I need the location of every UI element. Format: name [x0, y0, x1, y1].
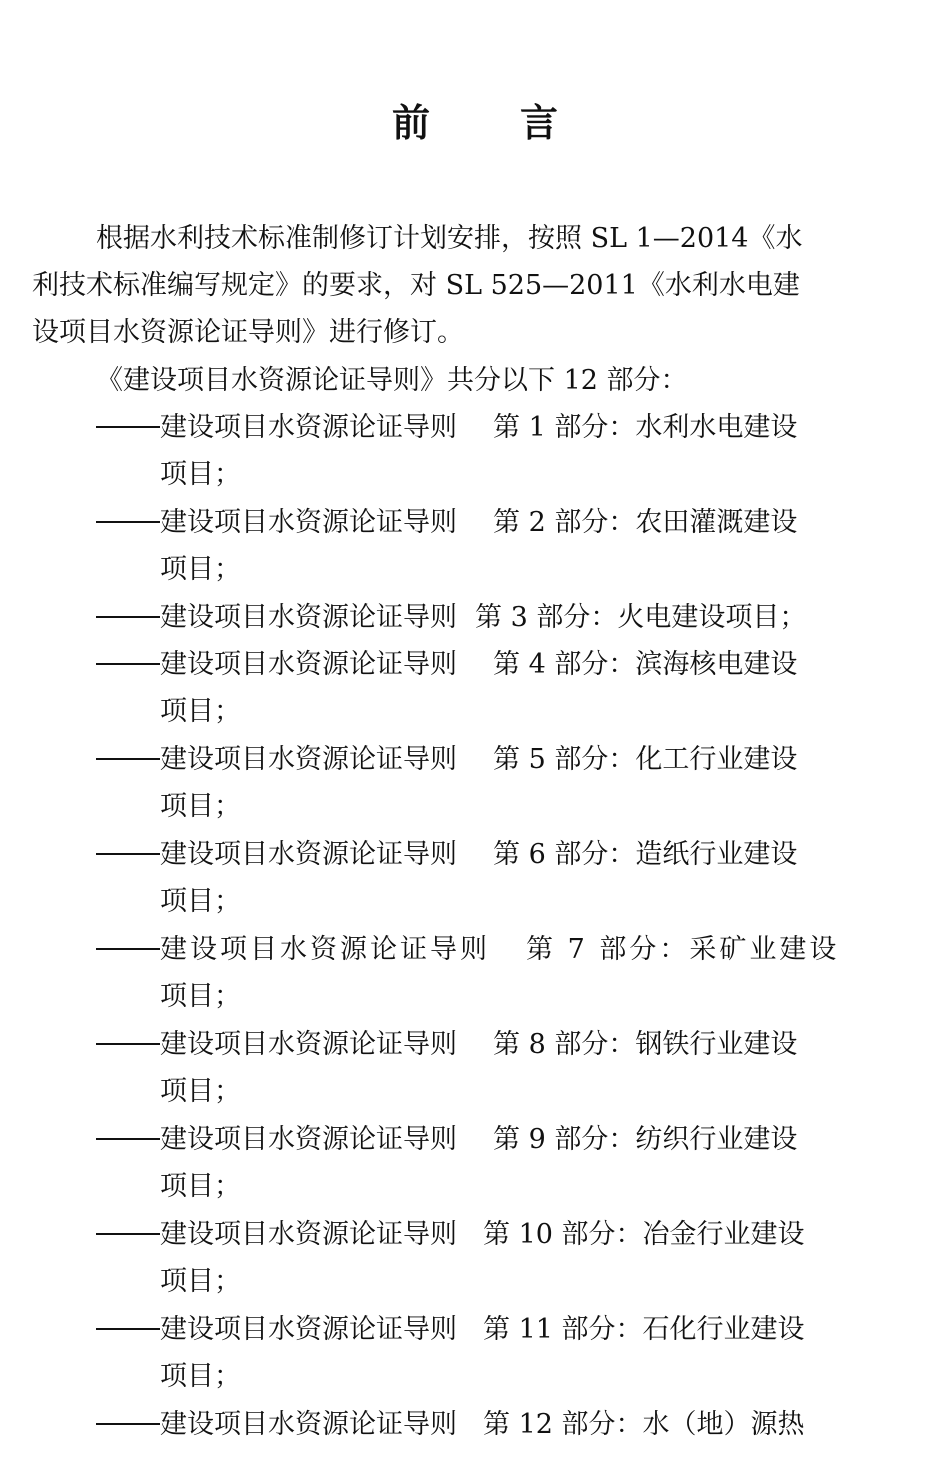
list-item — [0, 1211, 950, 1258]
list-item — [0, 736, 950, 783]
list-item-continuation: 项目； — [160, 791, 241, 822]
item-part: 第 12 部分：水（地）源热 — [483, 1409, 805, 1440]
item-guide: 建设项目水资源论证导则 — [160, 1029, 457, 1060]
item-part: 第 2 部分：农田灌溉建设 — [493, 507, 798, 538]
item-guide: 建设项目水资源论证导则 — [160, 649, 457, 680]
list-item — [0, 404, 950, 451]
list-item-continuation: 项目； — [160, 981, 241, 1012]
item-guide: 建设项目水资源论证导则 — [160, 934, 490, 965]
item-part: 第 4 部分：滨海核电建设 — [493, 649, 798, 680]
item-guide: 建设项目水资源论证导则 — [160, 839, 457, 870]
title-char-1: 前 — [391, 101, 430, 145]
item-guide: 建设项目水资源论证导则 — [160, 412, 457, 443]
list-item — [0, 1401, 950, 1448]
list-item — [0, 594, 950, 641]
list-item-continuation: 项目； — [160, 886, 241, 917]
item-part: 第 6 部分：造纸行业建设 — [493, 839, 798, 870]
item-guide: 建设项目水资源论证导则 — [160, 1124, 457, 1155]
list-item — [0, 641, 950, 688]
item-part: 第 8 部分：钢铁行业建设 — [493, 1029, 798, 1060]
item-guide: 建设项目水资源论证导则 — [160, 1409, 457, 1440]
list-item-continuation: 项目； — [160, 1076, 241, 1107]
intro-line-1: 根据水利技术标准制修订计划安排，按照 SL 1—2014《水 — [96, 223, 803, 254]
item-part: 第 3 部分：火电建设项目； — [475, 602, 807, 633]
item-guide: 建设项目水资源论证导则 — [160, 744, 457, 775]
list-item-continuation: 项目； — [160, 1171, 241, 1202]
item-guide: 建设项目水资源论证导则 — [160, 507, 457, 538]
intro-line-2: 利技术标准编写规定》的要求，对 SL 525—2011《水利水电建 — [32, 270, 800, 301]
list-item — [0, 499, 950, 546]
title-char-2: 言 — [520, 101, 559, 145]
intro-line-3: 设项目水资源论证导则》进行修订。 — [32, 317, 464, 348]
list-item — [0, 926, 950, 973]
list-item — [0, 831, 950, 878]
item-part: 第 5 部分：化工行业建设 — [493, 744, 798, 775]
list-item-continuation: 项目； — [160, 459, 241, 490]
list-item — [0, 1021, 950, 1068]
item-part: 第 10 部分：冶金行业建设 — [483, 1219, 805, 1250]
item-part: 第 9 部分：纺织行业建设 — [493, 1124, 798, 1155]
page-title — [0, 92, 950, 147]
item-guide: 建设项目水资源论证导则 — [160, 602, 457, 633]
item-part: 第 11 部分：石化行业建设 — [483, 1314, 805, 1345]
item-part: 第 1 部分：水利水电建设 — [493, 412, 798, 443]
list-item-continuation: 项目； — [160, 554, 241, 585]
list-item-continuation: 项目； — [160, 1266, 241, 1297]
intro-line-4: 《建设项目水资源论证导则》共分以下 12 部分： — [96, 365, 688, 396]
list-item-continuation: 项目； — [160, 696, 241, 727]
item-guide: 建设项目水资源论证导则 — [160, 1219, 457, 1250]
list-item-continuation: 项目； — [160, 1361, 241, 1392]
item-guide: 建设项目水资源论证导则 — [160, 1314, 457, 1345]
list-item — [0, 1116, 950, 1163]
item-part: 第 7 部分：采矿业建设 — [526, 934, 840, 965]
list-item — [0, 1306, 950, 1353]
